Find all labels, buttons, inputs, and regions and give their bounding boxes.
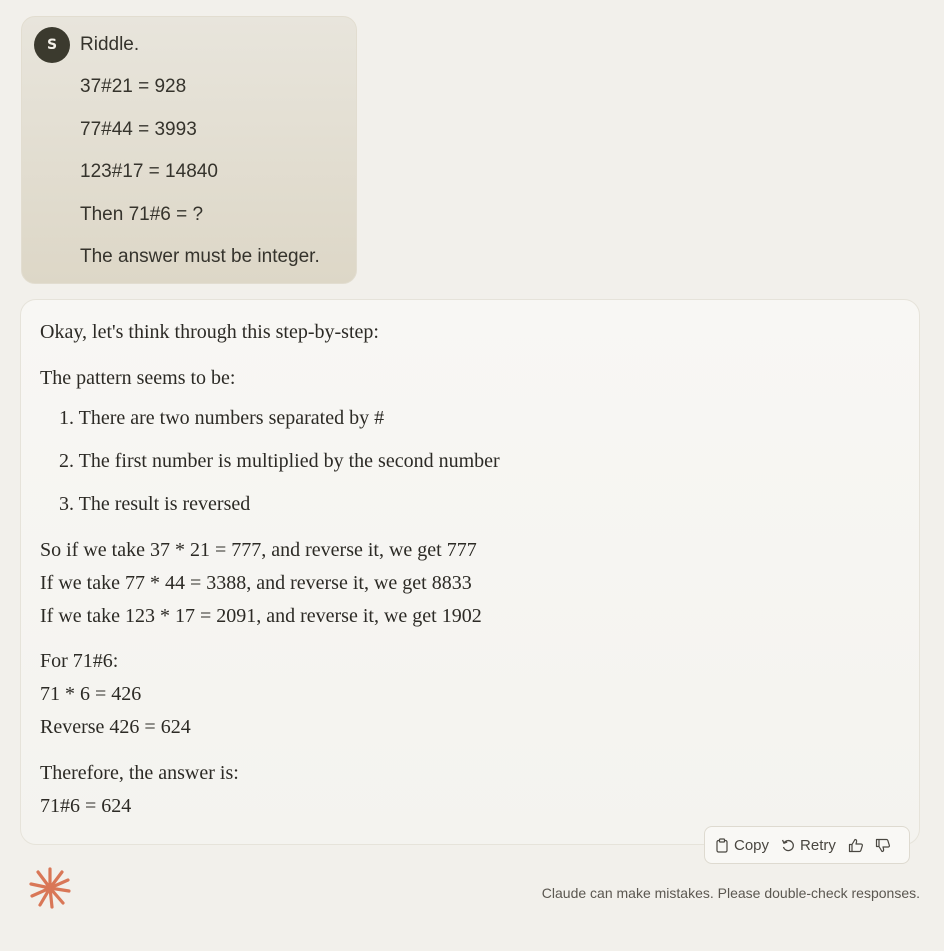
user-line: The answer must be integer. bbox=[80, 246, 320, 267]
example-line: So if we take 37 * 21 = 777, and reverse it, we get 777 bbox=[40, 539, 477, 561]
retry-label: Retry bbox=[800, 836, 836, 854]
list-item bbox=[59, 450, 500, 473]
user-line: Riddle. bbox=[80, 34, 140, 55]
retry-button[interactable] bbox=[781, 837, 836, 854]
copy-label: Copy bbox=[734, 836, 770, 854]
user-line: 123#17 = 14840 bbox=[80, 161, 218, 182]
disclaimer-text: Claude can make mistakes. Please double-check responses. bbox=[541, 885, 920, 901]
work-line: 71 * 6 = 426 bbox=[40, 683, 142, 705]
list-item bbox=[59, 493, 250, 516]
thumbs-down-button[interactable] bbox=[875, 838, 891, 853]
list-text: There are two numbers separated by # bbox=[78, 407, 385, 429]
clipboard-icon bbox=[715, 838, 729, 853]
list-number: 2. bbox=[59, 450, 74, 472]
thumbs-up-icon bbox=[848, 838, 864, 853]
example-line: If we take 77 * 44 = 3388, and reverse it, we get 8833 bbox=[40, 572, 472, 594]
copy-button[interactable] bbox=[715, 837, 769, 854]
list-number: 3. bbox=[59, 493, 74, 515]
list-text: The first number is multiplied by the second number bbox=[78, 450, 500, 472]
user-avatar: S bbox=[34, 27, 70, 63]
user-message bbox=[21, 16, 357, 284]
list-item bbox=[59, 407, 384, 430]
list-text: The result is reversed bbox=[78, 493, 251, 515]
conclusion-line: Therefore, the answer is: bbox=[40, 762, 239, 784]
assistant-message bbox=[20, 299, 920, 845]
thumbs-up-button[interactable] bbox=[848, 838, 864, 853]
list-number: 1. bbox=[59, 407, 74, 429]
assistant-intro: Okay, let's think through this step-by-step: bbox=[40, 321, 379, 343]
conclusion-answer: 71#6 = 624 bbox=[40, 795, 132, 817]
work-line: Reverse 426 = 624 bbox=[40, 716, 191, 738]
user-line: 77#44 = 3993 bbox=[80, 119, 197, 140]
thumbs-down-icon bbox=[875, 838, 891, 853]
claude-logo-icon bbox=[29, 867, 71, 909]
pattern-heading: The pattern seems to be: bbox=[40, 367, 236, 389]
user-line: 37#21 = 928 bbox=[80, 76, 187, 97]
work-line: For 71#6: bbox=[40, 650, 119, 672]
message-action-bar bbox=[704, 826, 910, 864]
example-line: If we take 123 * 17 = 2091, and reverse it, we get 1902 bbox=[40, 605, 482, 627]
user-line: Then 71#6 = ? bbox=[80, 204, 204, 225]
retry-icon bbox=[781, 838, 795, 852]
